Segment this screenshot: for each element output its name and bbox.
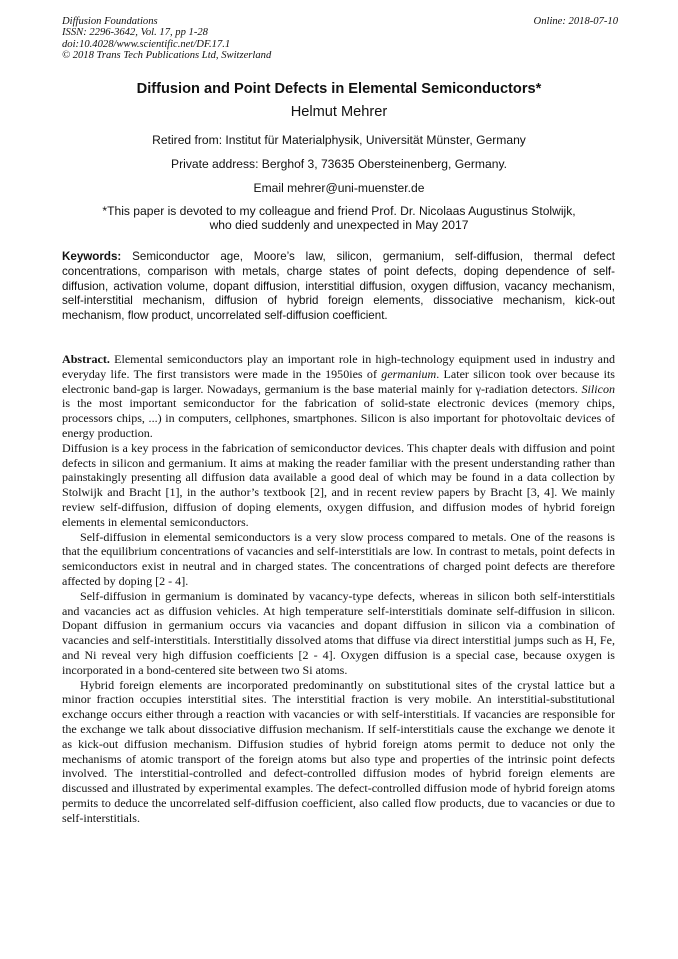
email-line: Email mehrer@uni-muenster.de <box>253 181 425 195</box>
abstract-text: is the most important semiconductor for the fabrication of solid-state electronic devices (memory chips, processors chips, ...) in computers, cellphones, smartphones. Silicon is also important for photovoltaic devices of energy production. <box>62 396 615 440</box>
abstract-label: Abstract. <box>62 352 110 366</box>
affiliation: Retired from: Institut für Materialphysik, Universität Münster, Germany <box>152 133 526 147</box>
abstract-section <box>62 352 615 826</box>
author-name: Helmut Mehrer <box>290 104 388 120</box>
abstract-text: . Later silicon took over because its electronic band-gap is larger. Nowadays, germanium is the base material mainly for γ-radiation detectors. <box>62 366 615 396</box>
silicon-term: Silicon <box>581 381 615 396</box>
private-address: Private address: Berghof 3, 73635 Obersteinenberg, Germany. <box>171 157 507 171</box>
journal-name: Diffusion Foundations <box>62 16 158 27</box>
keywords-text: Semiconductor age, Moore’s law, silicon, germanium, self-diffusion, thermal defect concentrations, comparison with metals, charge states of point defects, doping dependence of self-diffusion, activation volume, dopant diffusion, interstitial diffusion, oxygen diffusion, vacancy mechanism, self-interstitial mechanism, diffusion of hybrid foreign elements, dissociative mechanism, kick-out mechanism, flow product, uncorrelated self-diffusion coefficient. <box>62 250 615 323</box>
issn-line: ISSN: 2296-3642, Vol. 17, pp 1-28 <box>62 27 208 39</box>
paper-title: Diffusion and Point Defects in Elemental Semiconductors* <box>136 81 542 97</box>
abstract-paragraph-4: Self-diffusion in germanium is dominated by vacancy-type defects, whereas in silicon both self-interstitials and vacancies act as diffusion vehicles. At high temperature self-interstitials dominate self-diffusion in silicon. Dopant diffusion in germanium occurs via vacancies and dopant diffusion in silicon via a combination of vacancies and self-interstitials. Interstitially dissolved atoms that diffuse via direct interstitial jumps such as H, Fe, and Ni reveal very high diffusion coefficients [2 - 4]. Oxygen diffusion is a special case, because oxygen is incorporated in a bond-centered site between two Si atoms. <box>62 588 615 677</box>
doi-line: doi:10.4028/www.scientific.net/DF.17.1 <box>62 38 231 50</box>
online-date: Online: 2018-07-10 <box>533 16 618 27</box>
abstract-paragraph-5: Hybrid foreign elements are incorporated predominantly on substitutional sites of the crystal lattice but a minor fraction occupies interstitial sites. The interstitial fraction is very mobile. An interstitial-substitutional exchange occurs either through a reaction with vacancies or with self-interstitials. If vacancies are responsible for the exchange we talk about dissociative diffusion mechanism. If self-interstitials cause the exchange we denote it as kick-out diffusion mechanism. Diffusion studies of hybrid foreign atoms permit to deduce not only the mechanisms of atomic transport of the foreign atoms but also type and properties of the intrinsic point defects involved. The interstitial-controlled and defect-controlled diffusion modes of hybrid foreign elements are discussed and illustrated by experimental examples. The defect-controlled diffusion mode of hybrid foreign atoms permits to deduce the uncorrelated self-diffusion coefficient, also called flow products, due to vacancies or due to self-interstitials. <box>62 677 615 825</box>
abstract-text: Elemental semiconductors play an important role in high-technology equipment used in industry and everyday life. The first transistors were made in the 1950ies of <box>62 352 616 381</box>
dedication <box>40 205 638 232</box>
keywords-label: Keywords: <box>62 250 122 263</box>
journal-header <box>62 16 618 62</box>
keywords-paragraph <box>62 250 615 324</box>
germanium-term: germanium <box>381 366 437 381</box>
abstract-paragraph-3: Self-diffusion in elemental semiconductors is a very slow process compared to metals. One of the reasons is that the equilibrium concentrations of vacancies and self-interstitials are low. In contrast to metals, point defects in semiconductors exist in neutral and in charged states. The concentrations of charged point defects are therefore affected by doping [2 - 4]. <box>62 529 615 588</box>
dedication-line-2: who died suddenly and unexpected in May 2017 <box>209 217 469 232</box>
abstract-paragraph-2: Diffusion is a key process in the fabrication of semiconductor devices. This chapter deals with diffusion and point defects in silicon and germanium. It aims at making the reader familiar with the present understanding rather than painstakingly presenting all diffusion data available a good deal of which may be found in a data collection by Stolwijk and Bracht [1], in the author’s textbook [2], and in recent review papers by Bracht [3, 4]. We mainly review self-diffusion, diffusion of doping elements, oxygen diffusion, and diffusion modes of hybrid foreign elements in elemental semiconductors. <box>62 440 615 529</box>
dedication-line-1: *This paper is devoted to my colleague and friend Prof. Dr. Nicolaas Augustinus Stolwijk, <box>102 204 576 218</box>
copyright-line: © 2018 Trans Tech Publications Ltd, Switzerland <box>62 50 272 62</box>
abstract-paragraph-1 <box>62 352 615 441</box>
